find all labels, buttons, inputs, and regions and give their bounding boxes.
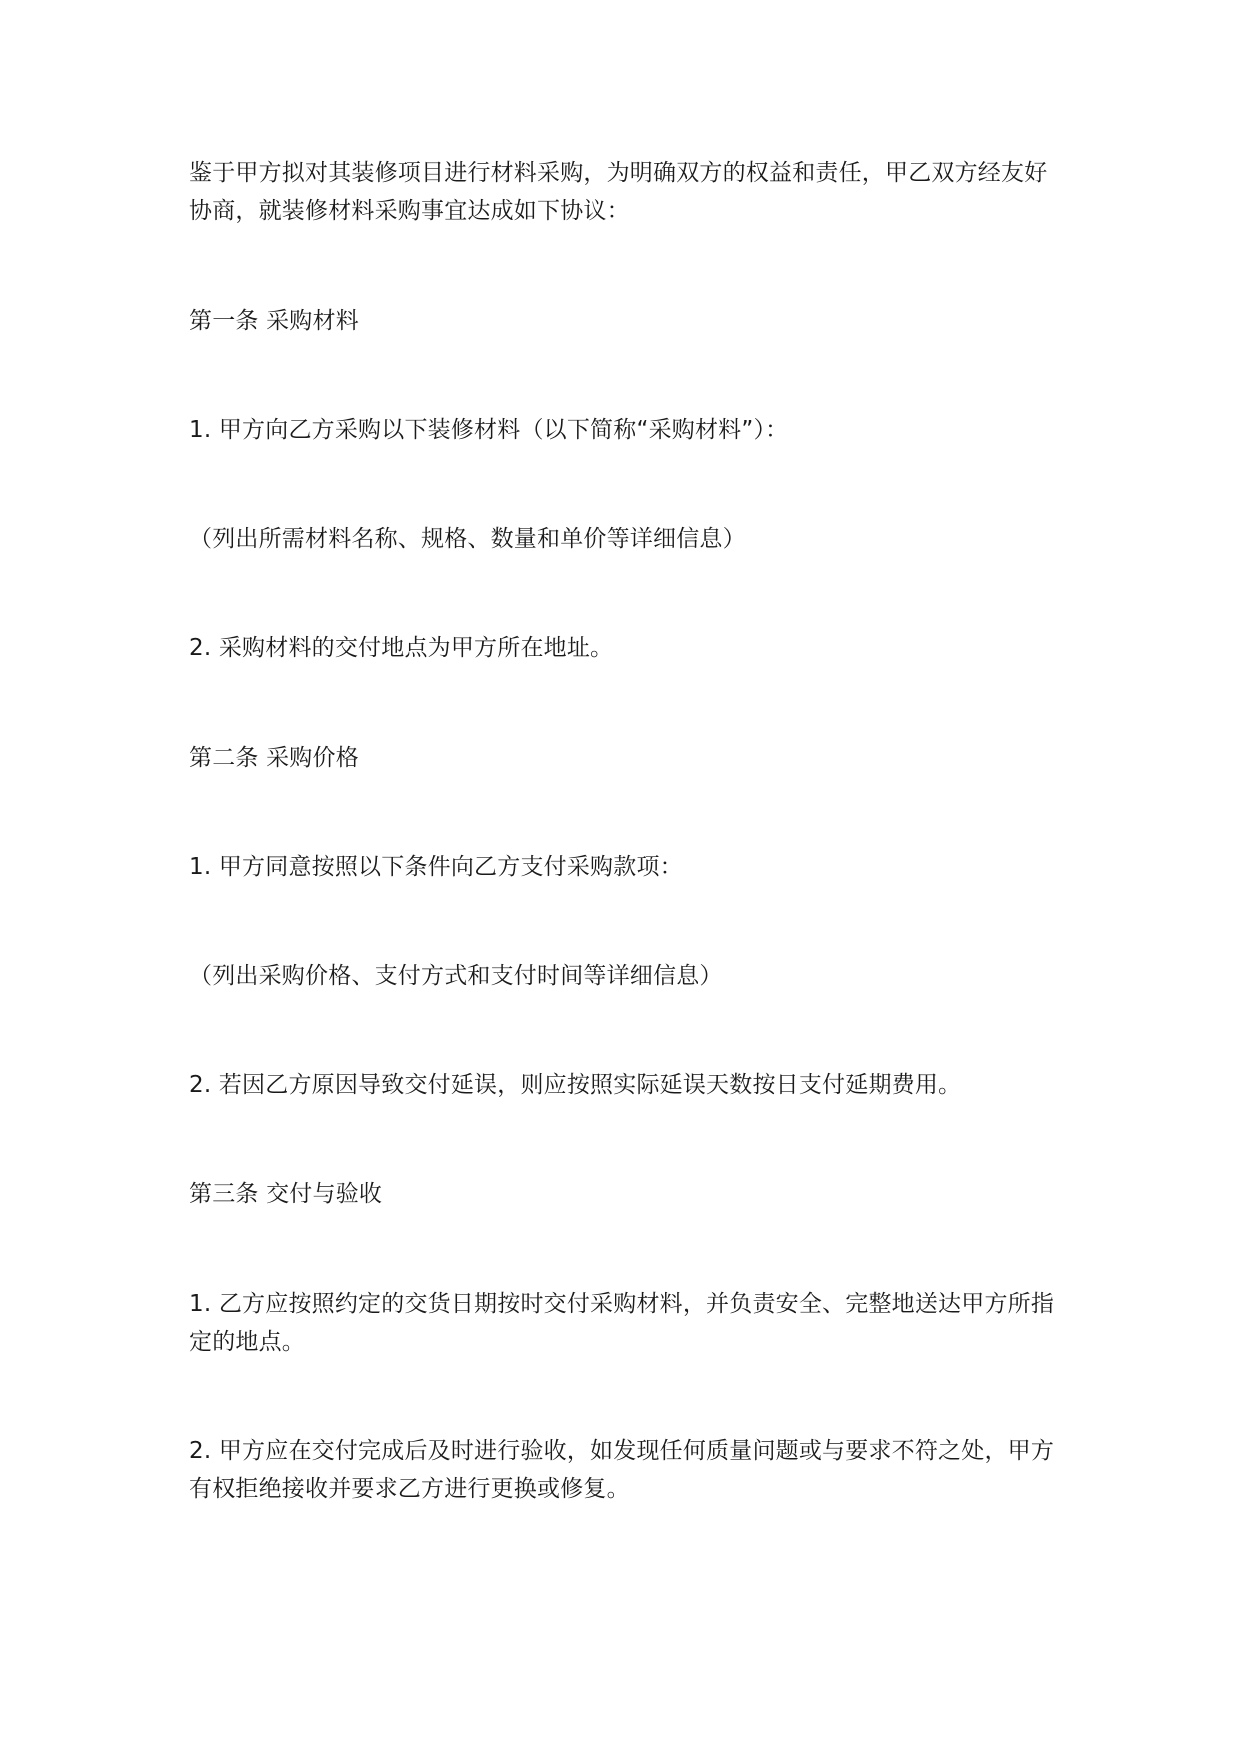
intro-paragraph: 鉴于甲方拟对其装修项目进行材料采购，为明确双方的权益和责任，甲乙双方经友好协商，就装修材料采购事宜达成如下协议：: [189, 160, 1048, 224]
article-3-title: 第三条 交付与验收: [189, 1181, 383, 1207]
article-1-title: 第一条 采购材料: [189, 308, 359, 334]
article-3-item-1: 1. 乙方应按照约定的交货日期按时交付采购材料，并负责安全、完整地送达甲方所指定的地点。: [189, 1291, 1055, 1355]
article-1-note: （列出所需材料名称、规格、数量和单价等详细信息）: [189, 526, 746, 552]
article-2-title: 第二条 采购价格: [189, 745, 359, 771]
article-3-item-2: 2. 甲方应在交付完成后及时进行验收，如发现任何质量问题或与要求不符之处，甲方有权拒绝接收并要求乙方进行更换或修复。: [189, 1438, 1055, 1502]
article-1-item-1: 1. 甲方向乙方采购以下装修材料（以下简称“采购材料”）：: [189, 417, 789, 443]
article-1-item-2: 2. 采购材料的交付地点为甲方所在地址。: [189, 635, 614, 661]
article-2-note: （列出采购价格、支付方式和支付时间等详细信息）: [189, 963, 723, 989]
article-2-item-1: 1. 甲方同意按照以下条件向乙方支付采购款项：: [189, 854, 683, 880]
article-2-item-2: 2. 若因乙方原因导致交付延误，则应按照实际延误天数按日支付延期费用。: [189, 1072, 962, 1098]
